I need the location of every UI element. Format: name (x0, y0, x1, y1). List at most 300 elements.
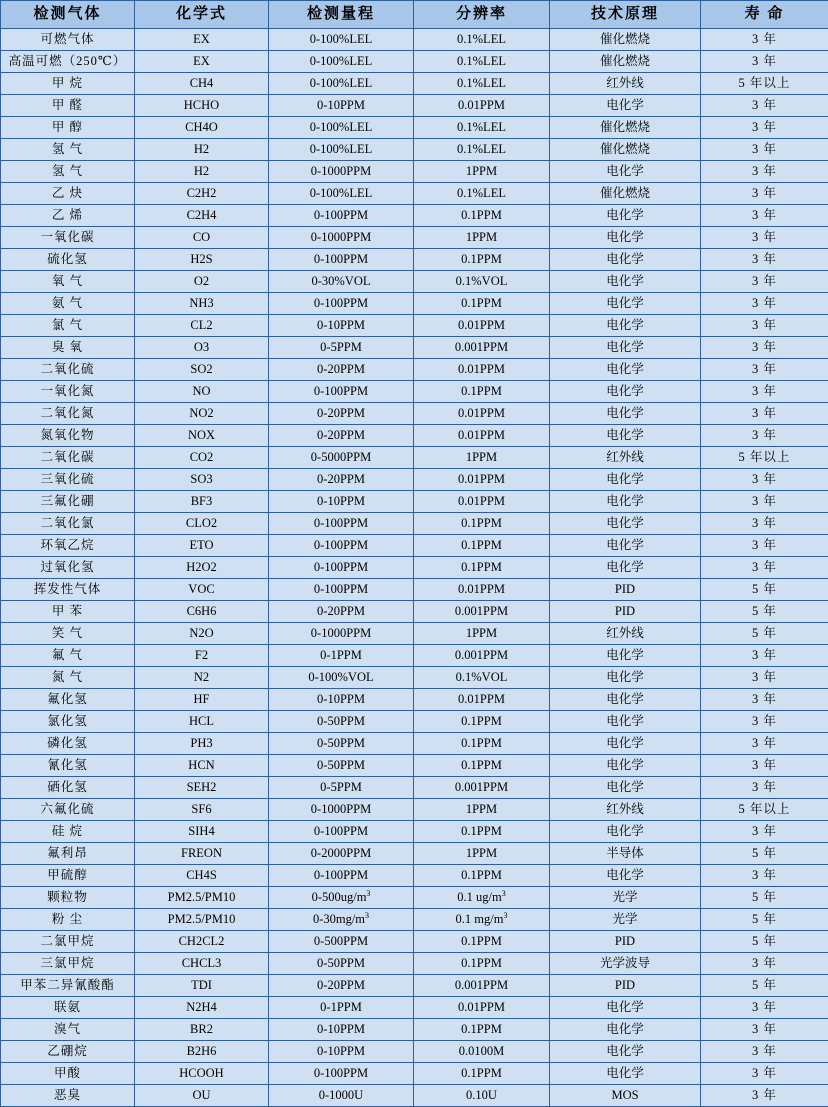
cell-principle: 电化学 (550, 249, 701, 271)
cell-gas: 磷化氢 (1, 733, 135, 755)
cell-gas: 二氧化氮 (1, 403, 135, 425)
cell-range: 0-100%LEL (269, 73, 414, 95)
cell-range: 0-1000PPM (269, 799, 414, 821)
cell-gas: 甲 苯 (1, 601, 135, 623)
cell-resolution: 0.1PPM (414, 953, 550, 975)
cell-range: 0-50PPM (269, 711, 414, 733)
cell-resolution: 0.1PPM (414, 931, 550, 953)
cell-resolution: 0.1PPM (414, 733, 550, 755)
cell-principle: 催化燃烧 (550, 183, 701, 205)
table-row (1, 909, 828, 931)
cell-formula: HF (135, 689, 269, 711)
table-body (1, 29, 828, 1107)
cell-gas: 溴气 (1, 1019, 135, 1041)
cell-range: 0-1000PPM (269, 227, 414, 249)
cell-range: 0-5PPM (269, 777, 414, 799)
cell-principle: 电化学 (550, 777, 701, 799)
cell-lifetime: 3 年 (701, 337, 828, 359)
cell-lifetime: 3 年 (701, 425, 828, 447)
cell-resolution: 0.1PPM (414, 1019, 550, 1041)
cell-range: 0-5000PPM (269, 447, 414, 469)
cell-principle: 电化学 (550, 1041, 701, 1063)
column-header-formula: 化学式 (135, 1, 269, 29)
cell-lifetime: 3 年 (701, 51, 828, 73)
cell-resolution: 0.1%VOL (414, 667, 550, 689)
cell-formula: SEH2 (135, 777, 269, 799)
cell-resolution: 0.1PPM (414, 249, 550, 271)
cell-resolution: 0.1PPM (414, 865, 550, 887)
cell-lifetime: 3 年 (701, 645, 828, 667)
cell-principle: 电化学 (550, 733, 701, 755)
cell-resolution: 0.01PPM (414, 425, 550, 447)
cell-lifetime: 5 年 (701, 623, 828, 645)
cell-principle: 红外线 (550, 73, 701, 95)
cell-range: 0-100PPM (269, 535, 414, 557)
table-row (1, 403, 828, 425)
cell-formula: VOC (135, 579, 269, 601)
cell-range: 0-100PPM (269, 579, 414, 601)
cell-range: 0-100PPM (269, 513, 414, 535)
cell-lifetime: 3 年 (701, 513, 828, 535)
cell-formula: SO3 (135, 469, 269, 491)
cell-range: 0-10PPM (269, 491, 414, 513)
table-row (1, 865, 828, 887)
cell-principle: 电化学 (550, 821, 701, 843)
cell-range: 0-10PPM (269, 1041, 414, 1063)
cell-lifetime: 3 年 (701, 403, 828, 425)
cell-resolution: 1PPM (414, 799, 550, 821)
cell-lifetime: 5 年 (701, 843, 828, 865)
cell-range: 0-1000U (269, 1085, 414, 1107)
cell-principle: 电化学 (550, 95, 701, 117)
cell-resolution: 0.1PPM (414, 381, 550, 403)
cell-formula: H2 (135, 161, 269, 183)
cell-range: 0-5PPM (269, 337, 414, 359)
cell-range: 0-1PPM (269, 645, 414, 667)
cell-principle: 电化学 (550, 359, 701, 381)
table-row (1, 997, 828, 1019)
cell-formula: HCOOH (135, 1063, 269, 1085)
cell-gas: 氢 气 (1, 139, 135, 161)
cell-formula: ETO (135, 535, 269, 557)
cell-resolution: 0.01PPM (414, 469, 550, 491)
table-row (1, 425, 828, 447)
cell-principle: 红外线 (550, 447, 701, 469)
column-header-gas: 检测气体 (1, 1, 135, 29)
cell-lifetime: 3 年 (701, 29, 828, 51)
cell-range: 0-20PPM (269, 403, 414, 425)
cell-resolution: 0.01PPM (414, 491, 550, 513)
cell-formula: HCL (135, 711, 269, 733)
cell-lifetime: 3 年 (701, 381, 828, 403)
table-row (1, 139, 828, 161)
cell-formula: H2 (135, 139, 269, 161)
table-row (1, 95, 828, 117)
cell-formula: SIH4 (135, 821, 269, 843)
cell-gas: 六氟化硫 (1, 799, 135, 821)
cell-formula: O3 (135, 337, 269, 359)
cell-formula: CH2CL2 (135, 931, 269, 953)
table-row (1, 205, 828, 227)
cell-range: 0-1PPM (269, 997, 414, 1019)
table-row (1, 645, 828, 667)
cell-resolution: 0.1PPM (414, 557, 550, 579)
cell-formula: CH4S (135, 865, 269, 887)
cell-principle: 电化学 (550, 271, 701, 293)
cell-formula: BR2 (135, 1019, 269, 1041)
cell-resolution: 0.01PPM (414, 689, 550, 711)
cell-gas: 臭 氧 (1, 337, 135, 359)
cell-range: 0-50PPM (269, 733, 414, 755)
cell-lifetime: 3 年 (701, 711, 828, 733)
table-row (1, 667, 828, 689)
cell-resolution: 0.001PPM (414, 645, 550, 667)
cell-formula: EX (135, 51, 269, 73)
cell-principle: 光学波导 (550, 953, 701, 975)
cell-range: 0-100PPM (269, 205, 414, 227)
cell-formula: F2 (135, 645, 269, 667)
cell-principle: 电化学 (550, 337, 701, 359)
cell-gas: 二氧化氯 (1, 513, 135, 535)
cell-principle: PID (550, 975, 701, 997)
cell-lifetime: 3 年 (701, 95, 828, 117)
cell-lifetime: 3 年 (701, 293, 828, 315)
cell-lifetime: 3 年 (701, 271, 828, 293)
table-row (1, 975, 828, 997)
cell-gas: 三氧化硫 (1, 469, 135, 491)
cell-gas: 颗粒物 (1, 887, 135, 909)
cell-resolution: 0.01PPM (414, 997, 550, 1019)
cell-lifetime: 3 年 (701, 315, 828, 337)
cell-principle: PID (550, 579, 701, 601)
cell-resolution: 0.1%LEL (414, 51, 550, 73)
cell-principle: 电化学 (550, 667, 701, 689)
cell-principle: 电化学 (550, 997, 701, 1019)
table-row (1, 359, 828, 381)
cell-range: 0-100PPM (269, 865, 414, 887)
cell-principle: 电化学 (550, 1019, 701, 1041)
cell-lifetime: 5 年以上 (701, 447, 828, 469)
cell-formula: NO (135, 381, 269, 403)
cell-gas: 环氧乙烷 (1, 535, 135, 557)
cell-gas: 甲硫醇 (1, 865, 135, 887)
cell-formula: SO2 (135, 359, 269, 381)
cell-lifetime: 3 年 (701, 469, 828, 491)
cell-formula: CHCL3 (135, 953, 269, 975)
cell-formula: NO2 (135, 403, 269, 425)
cell-formula: CL2 (135, 315, 269, 337)
cell-principle: 电化学 (550, 469, 701, 491)
cell-resolution: 0.1PPM (414, 205, 550, 227)
cell-resolution: 0.1%VOL (414, 271, 550, 293)
cell-resolution: 0.001PPM (414, 975, 550, 997)
cell-formula: C2H2 (135, 183, 269, 205)
cell-formula: TDI (135, 975, 269, 997)
cell-lifetime: 3 年 (701, 183, 828, 205)
cell-principle: 电化学 (550, 315, 701, 337)
cell-formula: CO (135, 227, 269, 249)
table-row (1, 183, 828, 205)
cell-principle: 电化学 (550, 293, 701, 315)
cell-gas: 氮 气 (1, 667, 135, 689)
table-row (1, 1019, 828, 1041)
cell-principle: 光学 (550, 909, 701, 931)
cell-gas: 乙硼烷 (1, 1041, 135, 1063)
table-row (1, 931, 828, 953)
cell-lifetime: 3 年 (701, 1041, 828, 1063)
cell-gas: 氟化氢 (1, 689, 135, 711)
cell-principle: 电化学 (550, 755, 701, 777)
cell-lifetime: 3 年 (701, 821, 828, 843)
cell-principle: 红外线 (550, 799, 701, 821)
cell-formula: N2O (135, 623, 269, 645)
cell-resolution: 0.1PPM (414, 513, 550, 535)
cell-range: 0-100PPM (269, 381, 414, 403)
cell-range: 0-10PPM (269, 1019, 414, 1041)
cell-lifetime: 3 年 (701, 535, 828, 557)
cell-formula: H2S (135, 249, 269, 271)
cell-range: 0-10PPM (269, 95, 414, 117)
cell-range: 0-20PPM (269, 601, 414, 623)
cell-lifetime: 3 年 (701, 557, 828, 579)
cell-principle: 电化学 (550, 381, 701, 403)
column-header-resolution: 分辨率 (414, 1, 550, 29)
cell-gas: 硒化氢 (1, 777, 135, 799)
cell-formula: CO2 (135, 447, 269, 469)
table-row (1, 557, 828, 579)
cell-resolution: 0.1%LEL (414, 139, 550, 161)
cell-principle: 电化学 (550, 689, 701, 711)
cell-principle: 红外线 (550, 623, 701, 645)
table-row (1, 1085, 828, 1107)
cell-formula: N2 (135, 667, 269, 689)
cell-principle: 催化燃烧 (550, 117, 701, 139)
cell-gas: 氟利昂 (1, 843, 135, 865)
cell-range: 0-20PPM (269, 425, 414, 447)
cell-formula: NOX (135, 425, 269, 447)
cell-range: 0-100PPM (269, 557, 414, 579)
cell-range: 0-1000PPM (269, 161, 414, 183)
cell-formula: EX (135, 29, 269, 51)
cell-range: 0-20PPM (269, 975, 414, 997)
cell-range: 0-100PPM (269, 821, 414, 843)
cell-lifetime: 3 年 (701, 689, 828, 711)
cell-gas: 挥发性气体 (1, 579, 135, 601)
cell-gas: 甲酸 (1, 1063, 135, 1085)
cell-gas: 甲 醛 (1, 95, 135, 117)
cell-formula: FREON (135, 843, 269, 865)
cell-lifetime: 3 年 (701, 117, 828, 139)
cell-resolution: 0.1 $mg/m^3$ (414, 909, 550, 931)
cell-formula: PM2.5/PM10 (135, 909, 269, 931)
cell-range: 0-10PPM (269, 315, 414, 337)
table-row (1, 337, 828, 359)
table-row (1, 447, 828, 469)
cell-formula: CH4 (135, 73, 269, 95)
cell-formula: CH4O (135, 117, 269, 139)
table-row (1, 777, 828, 799)
cell-gas: 联氨 (1, 997, 135, 1019)
cell-resolution: 1PPM (414, 447, 550, 469)
cell-gas: 二氧化硫 (1, 359, 135, 381)
table-row (1, 315, 828, 337)
cell-gas: 氢 气 (1, 161, 135, 183)
cell-lifetime: 5 年以上 (701, 73, 828, 95)
cell-gas: 恶臭 (1, 1085, 135, 1107)
cell-gas: 高温可燃（250℃） (1, 51, 135, 73)
table-row (1, 513, 828, 535)
column-header-range: 检测量程 (269, 1, 414, 29)
cell-gas: 氧 气 (1, 271, 135, 293)
cell-gas: 氯 气 (1, 315, 135, 337)
cell-range: 0-50PPM (269, 755, 414, 777)
table-row (1, 887, 828, 909)
cell-lifetime: 5 年 (701, 887, 828, 909)
cell-formula: H2O2 (135, 557, 269, 579)
cell-gas: 三氯甲烷 (1, 953, 135, 975)
cell-gas: 过氧化氢 (1, 557, 135, 579)
cell-formula: PH3 (135, 733, 269, 755)
cell-lifetime: 3 年 (701, 733, 828, 755)
table-row (1, 799, 828, 821)
cell-range: 0-100%LEL (269, 29, 414, 51)
cell-principle: 电化学 (550, 205, 701, 227)
cell-range: $0-500ug/m^3$ (269, 887, 414, 909)
cell-lifetime: 3 年 (701, 777, 828, 799)
cell-gas: 一氧化氮 (1, 381, 135, 403)
cell-resolution: 0.0100M (414, 1041, 550, 1063)
table-row (1, 711, 828, 733)
table-row (1, 733, 828, 755)
cell-resolution: 0.001PPM (414, 601, 550, 623)
cell-formula: O2 (135, 271, 269, 293)
cell-resolution: 0.1%LEL (414, 183, 550, 205)
cell-resolution: 0.1 $ug/m^3$ (414, 887, 550, 909)
cell-lifetime: 3 年 (701, 205, 828, 227)
cell-principle: PID (550, 601, 701, 623)
table-row (1, 755, 828, 777)
cell-formula: CLO2 (135, 513, 269, 535)
table-row (1, 601, 828, 623)
cell-gas: 氮氧化物 (1, 425, 135, 447)
cell-lifetime: 3 年 (701, 865, 828, 887)
cell-gas: 氨 气 (1, 293, 135, 315)
table-row (1, 469, 828, 491)
cell-gas: 甲 醇 (1, 117, 135, 139)
cell-gas: 二氯甲烷 (1, 931, 135, 953)
cell-range: 0-2000PPM (269, 843, 414, 865)
cell-gas: 甲苯二异氰酸酯 (1, 975, 135, 997)
cell-lifetime: 3 年 (701, 667, 828, 689)
table-row (1, 491, 828, 513)
cell-lifetime: 5 年 (701, 931, 828, 953)
cell-lifetime: 3 年 (701, 1085, 828, 1107)
cell-resolution: 0.1%LEL (414, 29, 550, 51)
cell-principle: 催化燃烧 (550, 29, 701, 51)
cell-formula: HCHO (135, 95, 269, 117)
cell-gas: 甲 烷 (1, 73, 135, 95)
cell-range: 0-100PPM (269, 293, 414, 315)
cell-formula: SF6 (135, 799, 269, 821)
cell-principle: 电化学 (550, 425, 701, 447)
cell-range: 0-30%VOL (269, 271, 414, 293)
table-row (1, 1041, 828, 1063)
cell-formula: BF3 (135, 491, 269, 513)
cell-lifetime: 5 年 (701, 909, 828, 931)
cell-lifetime: 3 年 (701, 491, 828, 513)
cell-gas: 氰化氢 (1, 755, 135, 777)
cell-resolution: 0.1PPM (414, 293, 550, 315)
cell-principle: MOS (550, 1085, 701, 1107)
cell-lifetime: 3 年 (701, 139, 828, 161)
table-row (1, 623, 828, 645)
cell-gas: 三氟化硼 (1, 491, 135, 513)
cell-resolution: 0.01PPM (414, 359, 550, 381)
cell-range: 0-10PPM (269, 689, 414, 711)
cell-range: 0-50PPM (269, 953, 414, 975)
cell-gas: 硫化氢 (1, 249, 135, 271)
cell-gas: 一氧化碳 (1, 227, 135, 249)
cell-formula: HCN (135, 755, 269, 777)
cell-gas: 硅 烷 (1, 821, 135, 843)
cell-gas: 乙 炔 (1, 183, 135, 205)
cell-range: 0-100%LEL (269, 183, 414, 205)
cell-formula: C2H4 (135, 205, 269, 227)
cell-range: 0-100PPM (269, 249, 414, 271)
cell-principle: PID (550, 931, 701, 953)
cell-resolution: 0.1PPM (414, 821, 550, 843)
cell-resolution: 0.1PPM (414, 535, 550, 557)
cell-formula: OU (135, 1085, 269, 1107)
table-row (1, 117, 828, 139)
cell-range: 0-100%VOL (269, 667, 414, 689)
cell-gas: 二氧化碳 (1, 447, 135, 469)
cell-lifetime: 3 年 (701, 227, 828, 249)
cell-lifetime: 5 年 (701, 975, 828, 997)
cell-gas: 氟 气 (1, 645, 135, 667)
cell-principle: 催化燃烧 (550, 51, 701, 73)
cell-gas: 粉 尘 (1, 909, 135, 931)
cell-range: 0-1000PPM (269, 623, 414, 645)
cell-range: 0-100%LEL (269, 117, 414, 139)
cell-principle: 电化学 (550, 491, 701, 513)
cell-formula: PM2.5/PM10 (135, 887, 269, 909)
table-row (1, 535, 828, 557)
cell-resolution: 0.1%LEL (414, 73, 550, 95)
table-row (1, 381, 828, 403)
cell-lifetime: 3 年 (701, 997, 828, 1019)
cell-resolution: 0.1PPM (414, 711, 550, 733)
cell-formula: B2H6 (135, 1041, 269, 1063)
cell-resolution: 0.01PPM (414, 403, 550, 425)
table-row (1, 953, 828, 975)
cell-principle: 电化学 (550, 513, 701, 535)
cell-resolution: 0.01PPM (414, 315, 550, 337)
cell-lifetime: 3 年 (701, 1063, 828, 1085)
cell-principle: 电化学 (550, 557, 701, 579)
cell-resolution: 0.1PPM (414, 1063, 550, 1085)
table-row (1, 843, 828, 865)
table-row (1, 29, 828, 51)
cell-formula: C6H6 (135, 601, 269, 623)
cell-gas: 氯化氢 (1, 711, 135, 733)
cell-range: 0-100%LEL (269, 51, 414, 73)
cell-resolution: 0.10U (414, 1085, 550, 1107)
cell-resolution: 0.001PPM (414, 777, 550, 799)
cell-gas: 乙 烯 (1, 205, 135, 227)
cell-range: 0-100PPM (269, 1063, 414, 1085)
column-header-principle: 技术原理 (550, 1, 701, 29)
